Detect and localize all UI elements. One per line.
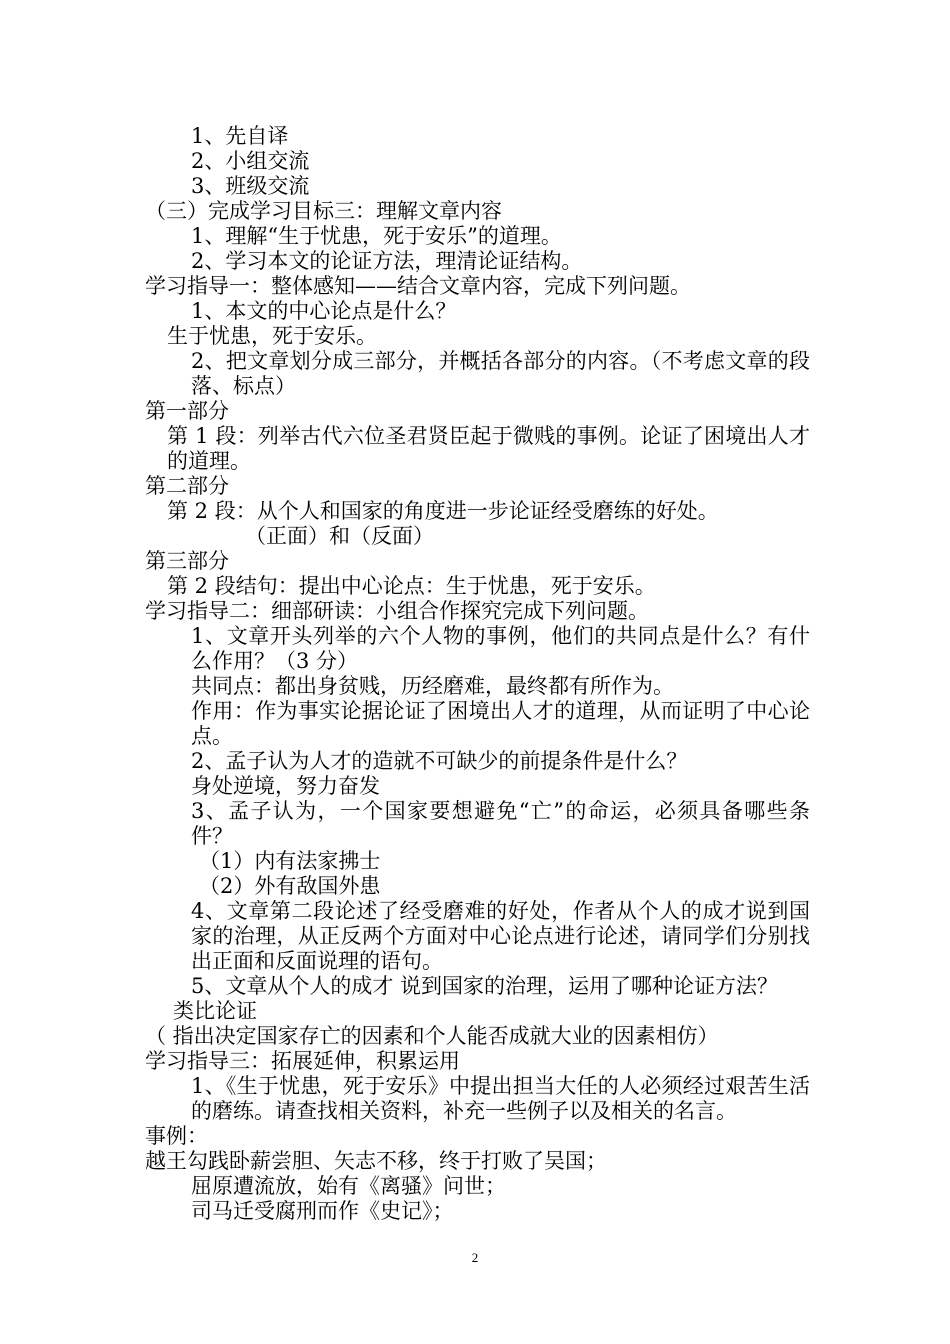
text-line: 第一部分 <box>145 399 229 423</box>
text-line: 3、孟子认为，一个国家要想避免“亡”的命运，必须具备哪些条件？ <box>191 799 810 848</box>
text-line: 第二部分 <box>145 474 229 498</box>
text-line: 第 2 段：从个人和国家的角度进一步论证经受磨练的好处。 <box>167 499 719 523</box>
text-line: （1）内有法家拂士 <box>199 849 381 873</box>
text-line: 学习指导一：整体感知——结合文章内容，完成下列问题。 <box>145 274 691 298</box>
text-line: 3、班级交流 <box>191 174 310 198</box>
text-line: 生于忧患，死于安乐。 <box>167 324 377 348</box>
text-line: 作用：作为事实论据论证了困境出人才的道理，从而证明了中心论点。 <box>191 699 810 748</box>
text-line: 第 1 段：列举古代六位圣君贤臣起于微贱的事例。论证了困境出人才的道理。 <box>167 424 810 473</box>
text-line: 1、《生于忧患，死于安乐》中提出担当大任的人必须经过艰苦生活的磨练。请查找相关资料，补充一些例子以及相关的名言。 <box>191 1074 810 1123</box>
text-line: 第三部分 <box>145 549 229 573</box>
text-line: 司马迁受腐刑而作《史记》； <box>191 1199 454 1223</box>
text-line: 2、小组交流 <box>191 149 310 173</box>
text-line: 学习指导二：细部研读：小组合作探究完成下列问题。 <box>145 599 649 623</box>
text-line: （2）外有敌国外患 <box>199 874 381 898</box>
text-line: 1、文章开头列举的六个人物的事例，他们的共同点是什么？有什么作用？（3 分） <box>191 624 810 673</box>
text-line: 屈原遭流放，始有《离骚》问世； <box>191 1174 506 1198</box>
text-line: 共同点：都出身贫贱，历经磨难，最终都有所作为。 <box>191 674 674 698</box>
page-number: 2 <box>471 1250 479 1265</box>
text-line: 5、文章从个人的成才 说到国家的治理，运用了哪种论证方法？ <box>191 974 779 998</box>
text-line: 事例： <box>145 1124 208 1148</box>
text-line: 1、理解“生于忧患，死于安乐”的道理。 <box>191 224 562 248</box>
text-line: 1、先自译 <box>191 124 289 148</box>
text-line: 2、把文章划分成三部分，并概括各部分的内容。（不考虑文章的段落、标点） <box>191 349 810 398</box>
text-line: 第 2 段结句：提出中心论点：生于忧患，死于安乐。 <box>167 574 656 598</box>
text-line: 4、文章第二段论述了经受磨难的好处，作者从个人的成才说到国家的治理，从正反两个方面对中心论点进行论述，请同学们分别找出正面和反面说理的语句。 <box>191 899 810 973</box>
text-line: （三）完成学习目标三：理解文章内容 <box>145 199 502 223</box>
text-line: 2、学习本文的论证方法，理清论证结构。 <box>191 249 583 273</box>
text-line: （ 指出决定国家存亡的因素和个人能否成就大业的因素相仿） <box>145 1024 719 1048</box>
document-body <box>145 124 810 1224</box>
text-line: （正面）和（反面） <box>245 524 434 548</box>
text-line: 2、孟子认为人才的造就不可缺少的前提条件是什么？ <box>191 749 688 773</box>
text-line: 越王勾践卧薪尝胆、矢志不移，终于打败了吴国； <box>145 1149 607 1173</box>
text-line: 1、本文的中心论点是什么？ <box>191 299 457 323</box>
text-line: 类比论证 <box>173 999 257 1023</box>
text-line: 学习指导三：拓展延伸，积累运用 <box>145 1049 460 1073</box>
text-line: 身处逆境，努力奋发 <box>191 774 380 798</box>
